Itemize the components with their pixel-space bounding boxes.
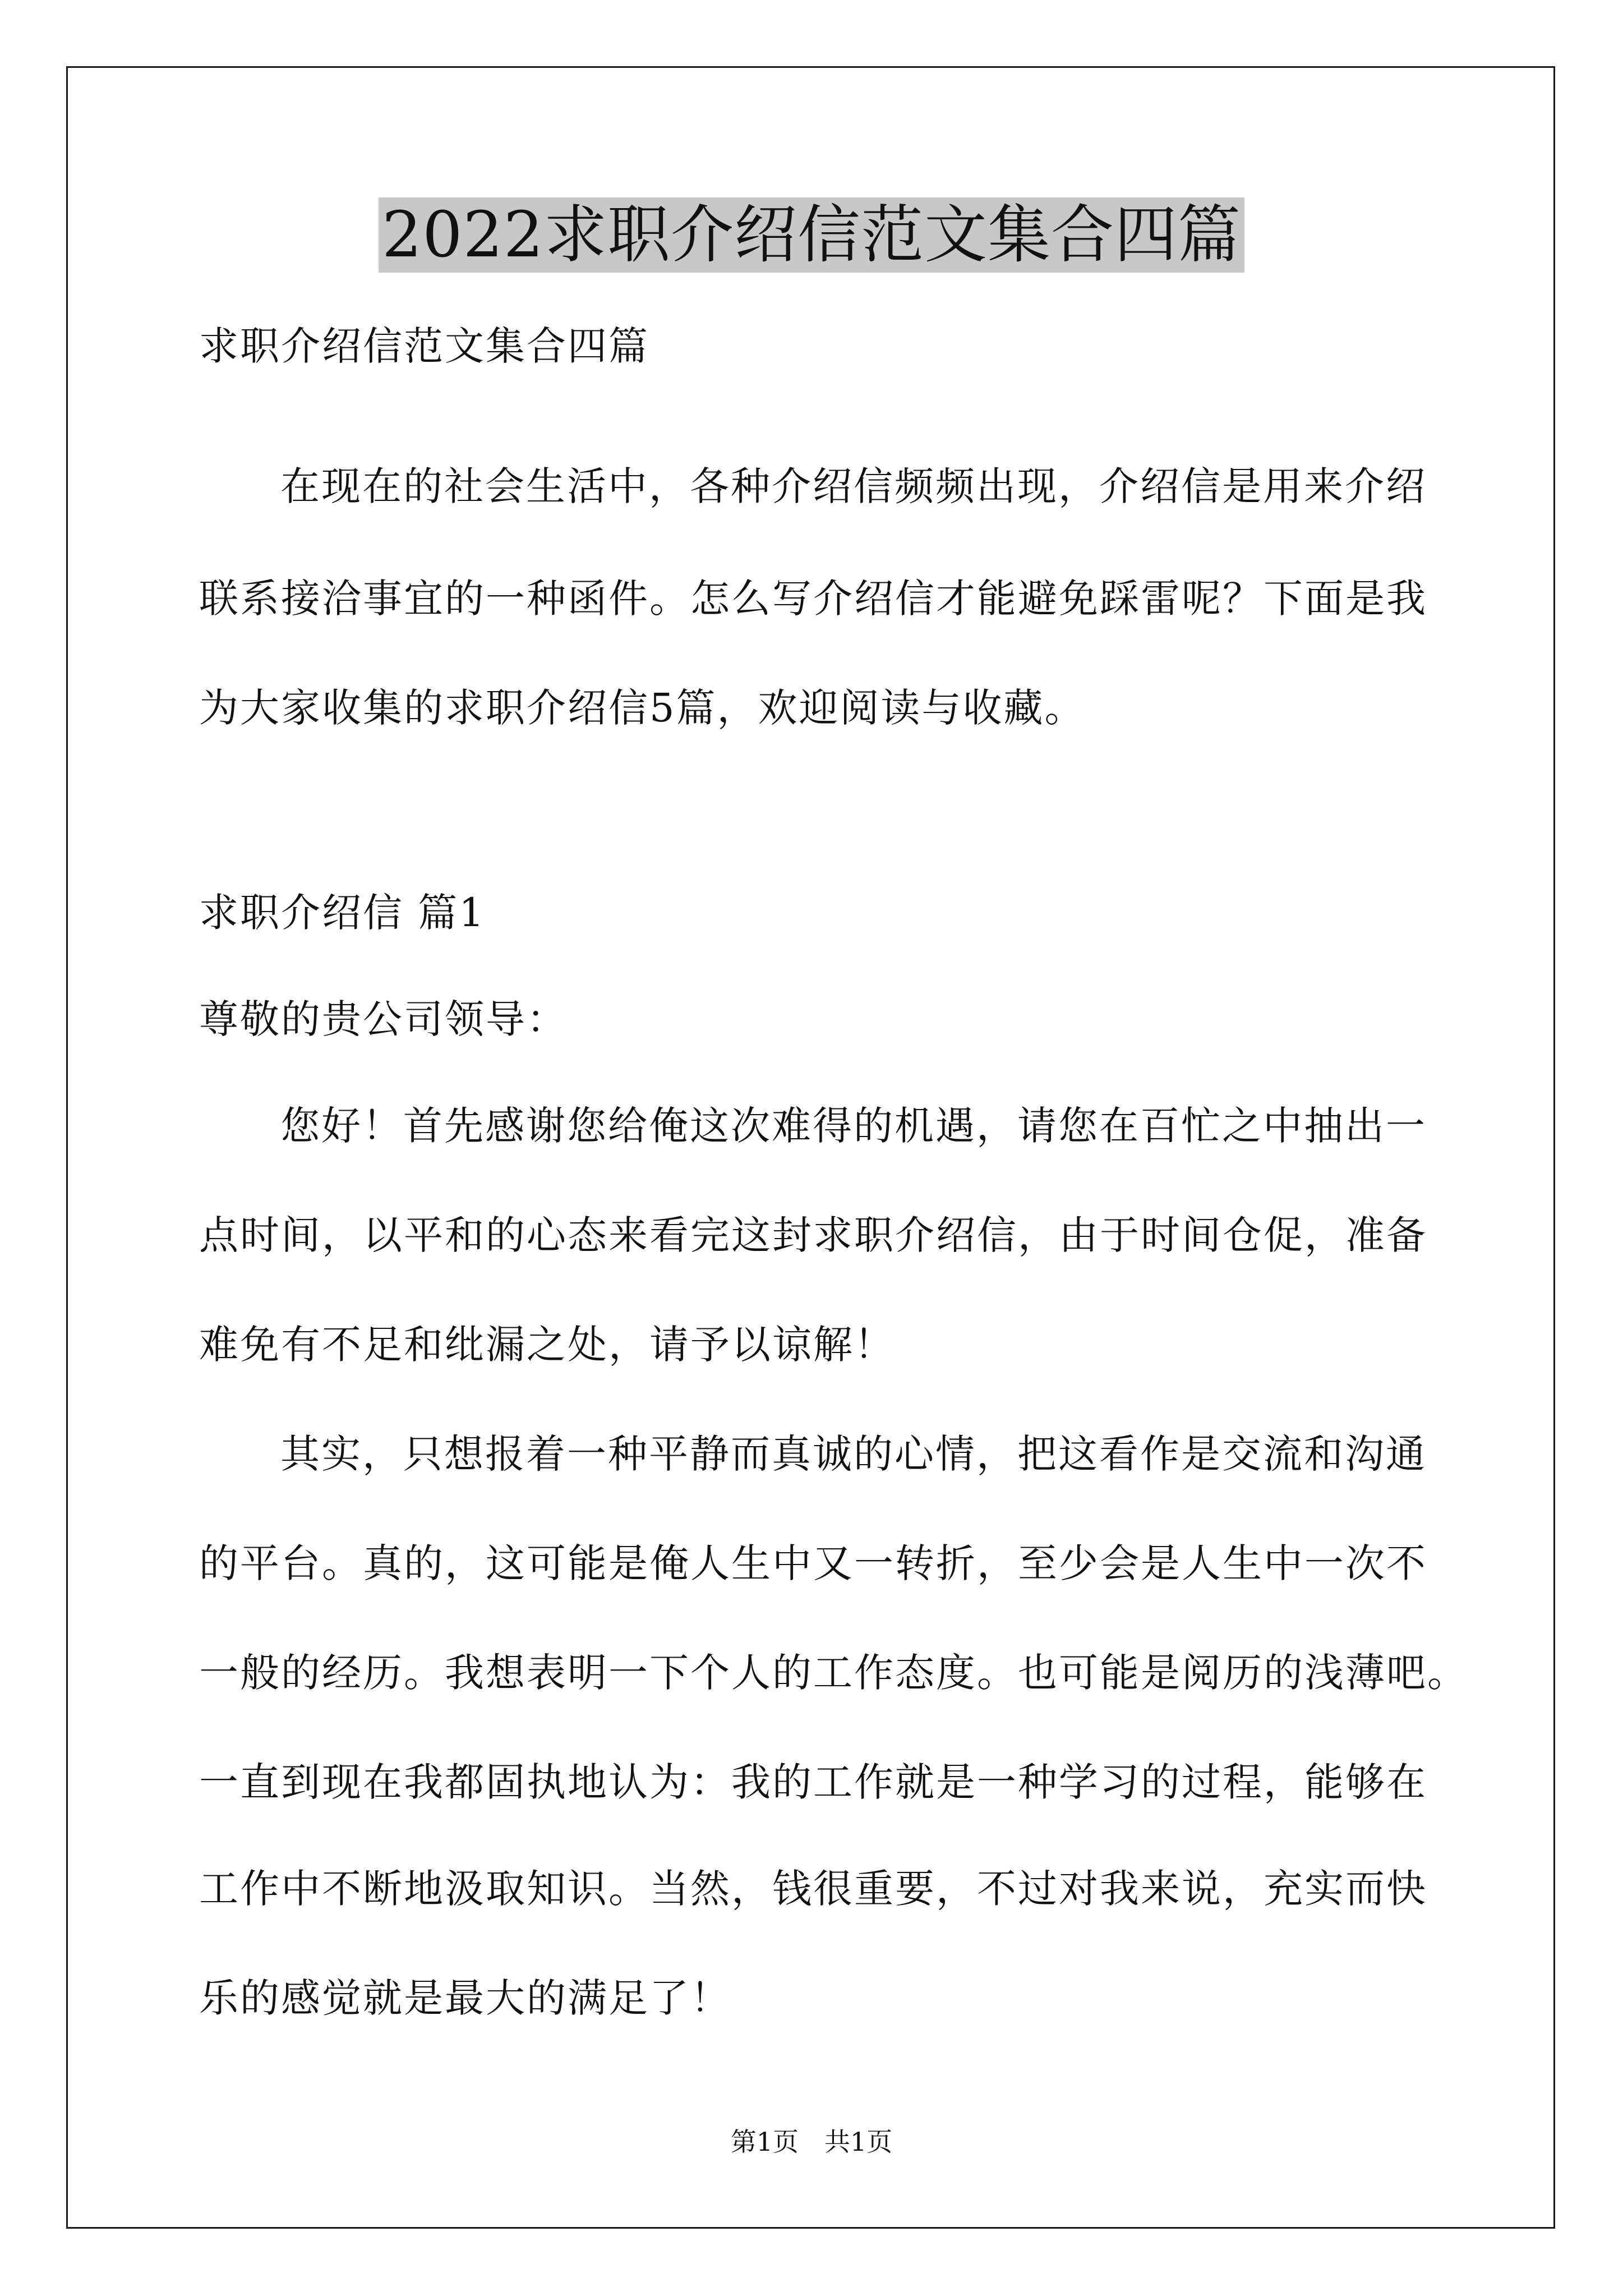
paragraph-line: 的平台。真的，这可能是俺人生中又一转折，至少会是人生中一次不: [199, 1540, 1427, 1586]
section-heading: 求职介绍信 篇1: [199, 890, 486, 936]
paragraph-line: 难免有不足和纰漏之处，请予以谅解！: [199, 1322, 895, 1368]
paragraph-line: 其实，只想报着一种平静而真诚的心情，把这看作是交流和沟通: [280, 1431, 1427, 1477]
paragraph-line: 一直到现在我都固执地认为：我的工作就是一种学习的过程，能够在: [199, 1759, 1427, 1805]
paragraph-line: 乐的感觉就是最大的满足了！: [199, 1975, 731, 2021]
paragraph-line: 您好！首先感谢您给俺这次难得的机遇，请您在百忙之中抽出一: [280, 1103, 1427, 1149]
intro-line: 在现在的社会生活中，各种介绍信频频出现，介绍信是用来介绍: [280, 463, 1427, 509]
page-footer: 第1页 共1页: [730, 2127, 893, 2157]
document-title: 2022求职介绍信范文集合四篇: [379, 197, 1244, 273]
paragraph-line: 一般的经历。我想表明一下个人的工作态度。也可能是阅历的浅薄吧。: [199, 1650, 1468, 1696]
intro-line: 联系接洽事宜的一种函件。怎么写介绍信才能避免踩雷呢？下面是我: [199, 576, 1427, 622]
intro-line: 为大家收集的求职介绍信5篇，欢迎阅读与收藏。: [199, 685, 1086, 731]
document-subtitle: 求职介绍信范文集合四篇: [199, 323, 649, 369]
salutation: 尊敬的贵公司领导：: [199, 996, 568, 1042]
paragraph-line: 点时间，以平和的心态来看完这封求职介绍信，由于时间仓促，准备: [199, 1212, 1427, 1258]
title-container: [0, 197, 1623, 273]
paragraph-line: 工作中不断地汲取知识。当然，钱很重要，不过对我来说，充实而快: [199, 1866, 1427, 1912]
